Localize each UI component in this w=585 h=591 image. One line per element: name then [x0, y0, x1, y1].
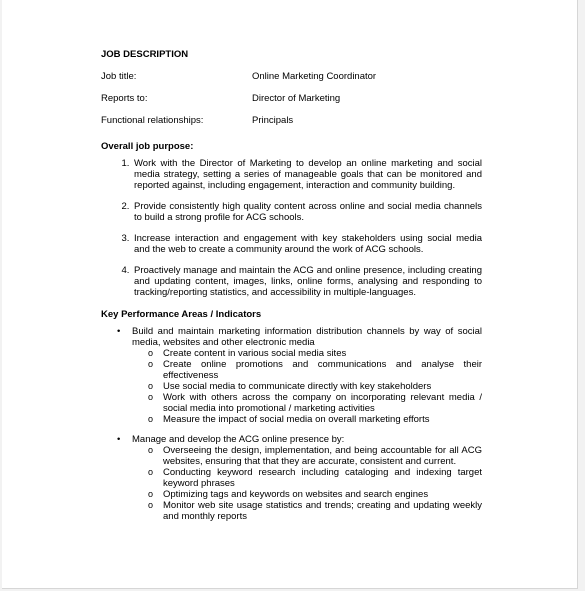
meta-value: Principals	[252, 115, 294, 126]
document-page	[2, 0, 578, 589]
kpa-item-text: Manage and develop the ACG online presence by:	[132, 434, 345, 445]
kpa-sub-item: o Create content in various social media sites	[163, 348, 482, 359]
kpa-sub-list	[132, 445, 482, 522]
kpa-sub-item: o Use social media to communicate directly with key stakeholders	[163, 381, 482, 392]
kpa-sub-item: o Overseeing the design, implementation, and being accountable for all ACG websites, ensuring that that they are accurate, consistent and current.	[163, 445, 482, 467]
kpa-list	[101, 326, 482, 522]
meta-label: Job title:	[101, 71, 137, 82]
kpa-item	[132, 434, 482, 522]
kpa-title: Key Performance Areas / Indicators	[101, 309, 262, 320]
meta-label: Functional relationships:	[101, 115, 204, 126]
kpa-sub-item: o Monitor web site usage statistics and trends; creating and updating weekly and monthly reports	[163, 500, 482, 522]
purpose-list	[101, 158, 482, 298]
kpa-sub-item: o Work with others across the company on incorporating relevant media / social media into promotional / marketing activities	[163, 392, 482, 414]
meta-value: Online Marketing Coordinator	[252, 71, 377, 82]
purpose-item: 4. Proactively manage and maintain the ACG and online presence, including creating and updating content, images, links, online forms, analysing and responding to tracking/reporting statistics, and accessibility in multiple-languages.	[132, 265, 482, 298]
kpa-item-text: Build and maintain marketing information distribution channels by way of social media, websites and other electronic media	[132, 326, 482, 348]
kpa-sub-list	[132, 348, 482, 425]
meta-row-reports-to	[101, 93, 482, 104]
meta-row-job-title	[101, 71, 482, 82]
document-content	[101, 49, 482, 531]
meta-label: Reports to:	[101, 93, 148, 104]
meta-row-functional-relationships	[101, 115, 482, 126]
kpa-item	[132, 326, 482, 425]
kpa-sub-item: o Optimizing tags and keywords on websites and search engines	[163, 489, 482, 500]
kpa-sub-item: o Measure the impact of social media on overall marketing efforts	[163, 414, 482, 425]
meta-value: Director of Marketing	[252, 93, 341, 104]
purpose-item: 2. Provide consistently high quality content across online and social media channels to build a strong profile for ACG schools.	[132, 201, 482, 223]
document-heading: JOB DESCRIPTION	[101, 49, 189, 60]
kpa-sub-item: o Conducting keyword research including cataloging and indexing target keyword phrases	[163, 467, 482, 489]
purpose-item: 3. Increase interaction and engagement with key stakeholders using social media and the web to create a community around the work of ACG schools.	[132, 233, 482, 255]
kpa-sub-item: o Create online promotions and communications and analyse their effectiveness	[163, 359, 482, 381]
purpose-item: 1. Work with the Director of Marketing to develop an online marketing and social media strategy, setting a series of manageable goals that can be monitored and reported against, including engagement, interaction and community building.	[132, 158, 482, 191]
purpose-title: Overall job purpose:	[101, 141, 194, 152]
